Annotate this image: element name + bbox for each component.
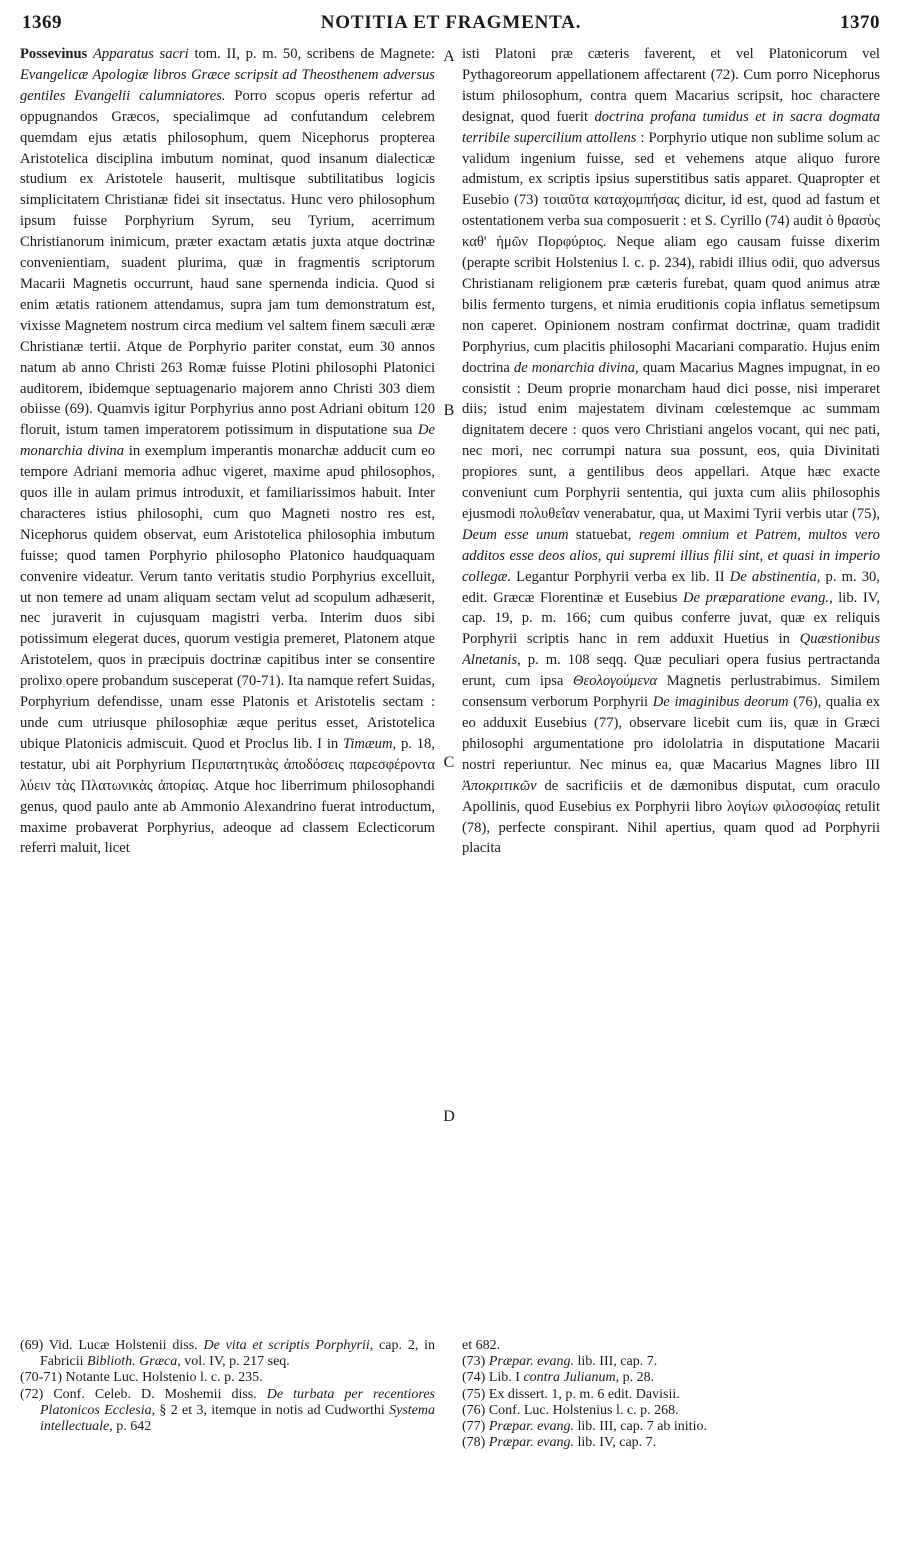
footnote-text: (77)	[462, 1419, 489, 1435]
text-run: Porro scopus operis refertur ad oppugnandos Græcos, specialimque ad confutandum celebrem quemdam ejus ætatis philosophum, quem Nicephorus propterea Aristotelica disciplina imbutum nominat, quod insanum dialecticæ studium ex Aristotele hauserit, multisque subtilitatibus logicis simplicitatem Christianæ fidei sit insectatus. Hunc vero philosophum ipsum fuisse Porphyrium Syrum, seu Tyrium, acerrimum Christianorum inimicum, præter exactam ætatis juxta atque doctrinæ convenientiam, suadent plurima, quæ in fragmentis scriptorum Macarii Magnetis occurrunt, haud sane spernenda indicia. Quod si enim ætatis rationem attendamus, supra jam tum demonstratum est, vixisse Magnetem nostrum circa medium vel saltem finem sæculi æræ Christianæ tertii. Atque de Porphyrio pariter constat, eum 30 annos natum ab anno Christi 263 Romæ fuisse Plotini philosophi Platonici auditorem, ibidemque septuagenario majorem anno Christi 303 diem obiisse (69). Quamvis igitur Porphyrius anno post Adriani obitum 120 floruit, istum tamen imperatorem potissimum in disputatione sua	[20, 87, 435, 439]
footnote-title: contra Julianum	[523, 1370, 616, 1386]
footnote-77	[462, 1419, 880, 1435]
footnote-text: , cap. 2, in Fabricii	[40, 1338, 436, 1370]
right-column	[462, 44, 880, 1339]
footnote-title: Biblioth. Græca	[87, 1354, 178, 1370]
footnote-title: Præpar. evang.	[488, 1419, 574, 1435]
quotation: regem omnium et Patrem, multos vero additos esse deos alios, qui supremi illius filii sint, et quasi in imperio collegæ.	[462, 526, 880, 585]
text-run: : Porphyrio utique non sublime solum ac validum ingenium fuisse, sed et vehemens atque aliquo furore admistum, ex scriptis ipsius superstitibus satis apparet. Quapropter et Eusebio (73) τοιαῦτα καταχομπήσας dicitur, id est, quod ad fastum et ostentationem verba sua composuerit : et S. Cyrillo (74) audit ὁ θρασὺς καθ' ἡμῶν Πορφύριος. Neque aliam ego causam fuisse dixerim (perapte scribit Holstenius l. c. p. 234), rabidi illius odii, quo adversus Christianam religionem præ cæteris furebat, quam quod animus atræ bilis fermento turgens, et nimia eruditionis copia inflatus semetipsum non caperet. Opinionem nostram confirmat doctrinæ, quam tradidit Porphyrius, cum placitis philosophi Macariani comparatio. Hujus enim doctrina	[462, 129, 880, 376]
footnotes-right	[462, 1338, 880, 1451]
footnote-text: (72) Conf. Celeb. D. Moshemii diss.	[20, 1386, 267, 1402]
right-column-text	[462, 44, 880, 859]
footnote-text: (74) Lib. I	[462, 1370, 524, 1386]
text-run: de sacrificiis et de dæmonibus disputat, cum oraculo Apollinis, quod Eusebius ex Porphyrii libro λογίων φιλοσοφίας retulit (78), perfecte conspirant. Nihil apertius, quam quod ad Porphyrii placita	[462, 777, 880, 857]
footnotes-left	[20, 1338, 435, 1435]
text-run: , p. m. 30, edit. Græcæ Florentinæ et Eusebius	[462, 568, 880, 606]
work-title: Timæum	[343, 735, 393, 752]
quotation: Deum esse unum	[462, 526, 569, 543]
footnote-text: , § 2 et 3, itemque in notis ad Cudworthi	[151, 1402, 390, 1418]
work-title: de monarchia divina	[513, 359, 636, 376]
footnote-continuation: et 682.	[462, 1338, 501, 1353]
footnote-text: , vol. IV, p. 217 seq.	[177, 1354, 290, 1370]
footnote-title: De turbata per recentiores Platonicos Ecclesia	[40, 1386, 435, 1418]
footnote-text: (69) Vid. Lucæ Holstenii diss.	[20, 1338, 204, 1353]
text-run: , quam Macarius Magnes impugnat, in eo consistit : Deum proprie monarcham haud dici posse, nisi imperaret diis; istud enim majestatem divinam cœlestemque ac summam dignitatem decere : quos vero Christiani angelos vocant, qui nec pati, nec mori, nec corrumpi natura sua possunt, eos, quia Divinitati propiores sunt, a gentilibus deos appellari. Atque hæc exacte conveniunt cum Porphyrii sententia, qui juxta cum aliis philosophis ejusmodi πολυθεΐαν venerabatur, qua, ut Maximi Tyrii verbis utar (75),	[462, 359, 880, 522]
text-run: , p. 18, testatur, ubi ait Porphyrium Περιπατητικὰς ἀποδόσεις παρεσφέροντα λύειν τὰς Πλατωνικὰς ἀπορίας. Atque hoc liberrimum philosophandi genus, quod paulo ante ab Ammonio Alexandrino fuerat introductum, maxime probaverat Porphyrius, adeoque ad classem Eclecticorum referri maluit, licet	[20, 735, 435, 857]
footnote-text: lib. III, cap. 7 ab initio.	[574, 1419, 707, 1435]
work-title: Apparatus sacri	[93, 46, 189, 62]
text-run: tom. II, p. m. 50, scribens de Magnete:	[188, 46, 435, 62]
text-run: isti Platoni præ cæteris faverent, et vel Platonicorum vel Pythagoreorum appellationem affectarent (72). Cum porro Nicephorus istum philosophum, contra quem Macarius scripsit, hoc charactere designat, quod fuerit	[462, 46, 880, 125]
work-title: De monarchia divina	[20, 422, 435, 460]
text-run: (76), qualia ex eo adduxit Eusebius (77), observare licebit cum iis, quæ in Græci philosophi argumentatione pro idololatria in disputatione Macarii nostri reperiuntur. Nec minus ea, quæ Macarius Magnes libro III	[462, 694, 880, 773]
footnote-text: lib. IV, cap. 7.	[574, 1435, 657, 1451]
footnote-73	[462, 1354, 880, 1370]
running-header	[20, 6, 882, 36]
margin-marker-c: C	[443, 754, 455, 771]
footnote-text: , p. 642	[109, 1419, 152, 1435]
footnote-74	[462, 1370, 880, 1386]
greek-title: Ἀποκριτικῶν	[462, 777, 537, 794]
work-title: Quæstionibus Alnetanis	[462, 631, 880, 669]
footnote-title: De vita et scriptis Porphyrii	[203, 1338, 370, 1353]
text-run: , p. m. 108 seqq. Quæ peculiari opera fusius pertractanda erunt, cum ipsa	[462, 652, 880, 690]
margin-marker-a: A	[443, 48, 455, 65]
work-title: De imaginibus deorum	[652, 694, 789, 711]
greek-title: Θεολογούμενα	[572, 673, 658, 690]
footnote-title: Præpar. evang.	[488, 1435, 574, 1451]
footnote-76: (76) Conf. Luc. Holstenius l. c. p. 268.	[462, 1402, 679, 1418]
footnote-70-71: (70-71) Notante Luc. Holstenio l. c. p. 235.	[20, 1370, 263, 1386]
footnote-text: (78)	[462, 1435, 489, 1451]
margin-marker-b: B	[443, 402, 455, 419]
footnote-text: (73)	[462, 1354, 489, 1370]
footnote-72	[20, 1387, 435, 1436]
footnote-text: lib. III, cap. 7.	[574, 1354, 658, 1370]
footnote-text: , p. 28.	[615, 1370, 655, 1386]
page-number-left: 1369	[22, 12, 62, 33]
text-run: Magnetis perlustrabimus. Similem consensum verborum Porphyrii	[462, 673, 880, 711]
footnote-69	[20, 1338, 435, 1370]
text-run: , lib. IV, cap. 19, p. m. 166; cum quibus conferre juvat, quæ ex reliquis Porphyrii scriptis hanc in rem adduxit Huetius in	[462, 589, 880, 648]
quotation: Evangelicæ Apologiæ libros Græce scripsit ad Theosthenem adversus gentiles Evangelii calumniatores.	[20, 66, 435, 104]
quotation: doctrina profana tumidus et in sacra dogmata terribile supercilium attollens	[462, 108, 880, 146]
running-title: NOTITIA ET FRAGMENTA.	[320, 12, 582, 33]
page-number-right: 1370	[840, 12, 880, 33]
footnote-78	[462, 1435, 880, 1451]
text-run: statuebat,	[568, 526, 639, 543]
footnote-75: (75) Ex dissert. 1, p. m. 6 edit. Davisii.	[462, 1386, 680, 1402]
text-run: Legantur Porphyrii verba ex lib. II	[511, 568, 730, 585]
footnote-title: Præpar. evang.	[488, 1354, 574, 1370]
work-title: De præparatione evang.	[683, 589, 830, 606]
text-run: in exemplum imperantis monarchæ adducit cum eo tempore Adriani memoria adhuc vigeret, maxime apud philosophos, quos ille in aulam primus introduxit, et familiarissimos habuit. Inter characteres istius philosophi, cum quo Magneti nostro res est, Nicephorus quidem observat, eum Aristotelica philosophia imbutum fuisse; quod tamen Porphyrio philosopho Platonico haudquaquam convenire videatur. Verum tanto veritatis studio Porphyrius excelluit, ut non temere ad unam aliquam sectam velut ad scopulum adhæserit, nec juraverit in cujusquam magistri verba. Interim duos sibi potissimum elegerat duces, quorum vestigia premeret, Platonem atque Aristotelem, quos in præcipuis doctrinæ capitibus inter se consentire prolixo opere probandum susceperat (70-71). Ita namque refert Suidas, Porphyrium defendisse, unam esse Platonis et Aristotelis sectam : unde cum utriusque philosophiæ æque peritus esset, Aristotelica ubique Platonicis admiscuit. Quod et Proclus lib. I in	[20, 443, 435, 752]
author-name: Possevinus	[20, 46, 94, 62]
work-title: De abstinentia	[729, 568, 817, 585]
left-column-text	[20, 44, 435, 859]
left-column	[20, 44, 435, 1339]
margin-marker-d: D	[443, 1108, 455, 1125]
footnote-title: Systema intellectuale	[40, 1402, 436, 1435]
